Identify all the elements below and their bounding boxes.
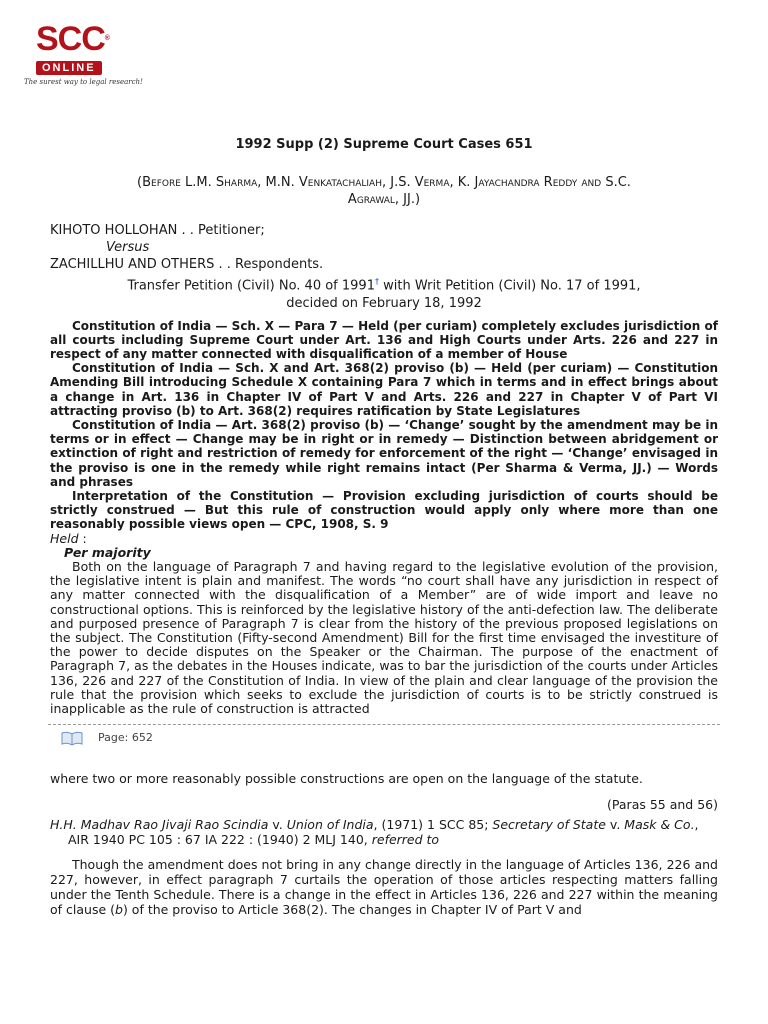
paragraph-text: Though the amendment does not bring in any change directly in the language of Articles 136, 226 and 227, however, in effect paragraph 7 curtails the operation of those articles respecting matters falling under the Tenth Schedule. There is a change in the effect in Articles 136, 226 and 227 within the meaning of clause ( bbox=[50, 856, 718, 917]
headnote: Constitution of India — Art. 368(2) proviso (b) — ‘Change’ sought by the amendment may be in terms or in effect — Change may be in right or in remedy — Distinction between abridgement or extinction of right and restriction of remedy for enforcement of the right — ‘Change’ envisaged in the proviso is one in the remedy while right remains intact (Per Sharma & Verma, JJ.) — Words and phrases bbox=[50, 417, 718, 489]
held-label: Held bbox=[50, 530, 79, 546]
per-majority-heading: Per majority bbox=[64, 544, 151, 560]
logo-online-badge: ONLINE bbox=[36, 61, 102, 75]
bench-line-1: (Before L.M. Sharma, M.N. Venkatachaliah, J.S. Verma, K. Jayachandra Reddy and S.C. bbox=[137, 175, 631, 191]
case-number-part-2: with Writ Petition (Civil) No. 17 of 1991, bbox=[378, 278, 641, 294]
logo-registered-mark: ® bbox=[104, 35, 109, 42]
bench bbox=[46, 174, 722, 208]
case-number-part-1: Transfer Petition (Civil) No. 40 of 1991 bbox=[127, 278, 375, 294]
case-citation: 1992 Supp (2) Supreme Court Cases 651 bbox=[235, 137, 533, 152]
case-cite: , AIR 1940 PC 105 : 67 IA 222 : (1940) 2 MLJ 140, bbox=[68, 816, 699, 847]
cases-referred bbox=[50, 817, 718, 847]
case-versus: v. bbox=[605, 816, 625, 832]
headnote: Constitution of India — Sch. X and Art. 368(2) proviso (b) — Held (per curiam) — Constitution Amending Bill introducing Schedule X containing Para 7 which in terms and in effect brings about a change in Art. 136 in Chapter IV of Part V and Arts. 226 and 227 in Chapter V of Part VI attracting proviso (b) to Art. 368(2) requires ratification by State Legislatures bbox=[50, 361, 718, 418]
page-break-divider bbox=[48, 724, 720, 725]
case-number bbox=[50, 273, 718, 311]
decision-date: decided on February 18, 1992 bbox=[286, 295, 482, 311]
case-name: Secretary of State bbox=[492, 816, 606, 832]
held-paragraph: Both on the language of Paragraph 7 and having regard to the legislative evolution of the provision, the legislative intent is plain and manifest. The words “no court shall have any jurisdiction in respect of any matter connected with the disqualification of a Member” are of wide import and leave no constructional options. This is reinforced by the legislative history of the anti-defection law. The deliberate and purposed presence of Paragraph 7 is clear from the history of the previous proposed legislations on the subject. The Constitution (Fifty-second Amendment) Bill for the first time envisaged the investiture of the power to decide disputes on the Speaker or the Chairman. The purpose of the enactment of Paragraph 7, as the debates in the Houses indicate, was to bar the jurisdiction of the courts under Articles 136, 226 and 227 of the Constitution of India. In view of the plain and clear language of the provision the rule that the provision which seeks to exclude the jurisdiction of courts is to be strictly construed is inapplicable as the rule of construction is attracted bbox=[50, 558, 718, 717]
scc-online-logo[interactable] bbox=[24, 22, 144, 86]
page-marker bbox=[50, 728, 718, 748]
headnote: Constitution of India — Sch. X — Para 7 — Held (per curiam) completely excludes jurisdiction of all courts including Supreme Court under Art. 136 and High Courts under Arts. 226 and 227 in respect of any matter connected with disqualification of a member of House bbox=[50, 318, 718, 361]
headnote: Interpretation of the Constitution — Provision excluding jurisdiction of courts should be strictly construed — But this rule of construction would apply only where more than one reasonably possible views open — CPC, 1908, S. 9 bbox=[50, 488, 718, 532]
clause-letter: b bbox=[115, 901, 123, 917]
referred-to: referred to bbox=[371, 831, 440, 847]
case-versus: v. bbox=[268, 816, 287, 832]
open-book-icon bbox=[60, 730, 84, 746]
judgment-content bbox=[50, 138, 718, 917]
case-name: Union of India bbox=[286, 816, 374, 832]
case-cite: , (1971) 1 SCC 85; bbox=[373, 816, 493, 832]
held-heading bbox=[50, 532, 718, 546]
paras-reference: (Paras 55 and 56) bbox=[607, 797, 718, 813]
judgment-paragraph bbox=[50, 857, 718, 917]
logo-tagline: The surest way to legal research! bbox=[24, 78, 143, 86]
respondents: ZACHILLHU AND OTHERS . . Respondents. bbox=[50, 257, 324, 273]
petitioner: KIHOTO HOLLOHAN . . Petitioner; bbox=[50, 223, 265, 239]
paragraph-text: ) of the proviso to Article 368(2). The changes in Chapter IV of Part V and bbox=[122, 901, 582, 917]
held-colon: : bbox=[78, 530, 87, 546]
page-number: Page: 652 bbox=[98, 731, 153, 745]
logo-brand: SCC bbox=[36, 20, 105, 58]
case-name: Mask & Co. bbox=[624, 816, 695, 832]
case-name: H.H. Madhav Rao Jivaji Rao Scindia bbox=[50, 816, 269, 832]
versus: Versus bbox=[106, 240, 150, 256]
footnote-link[interactable]: † bbox=[374, 277, 379, 287]
bench-line-2: Agrawal, JJ.) bbox=[347, 192, 421, 208]
continuation-text: where two or more reasonably possible constructions are open on the language of the statute. bbox=[50, 771, 643, 787]
